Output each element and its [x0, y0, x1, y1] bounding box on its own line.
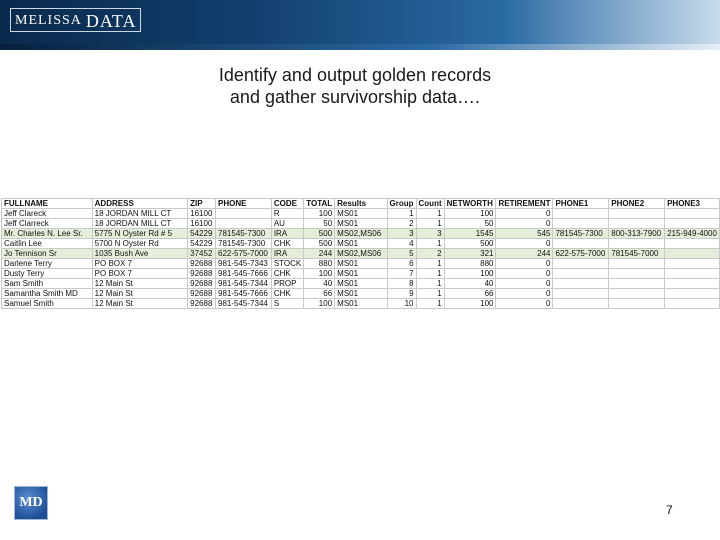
- table-cell: Sam Smith: [2, 279, 93, 289]
- table-cell: 12 Main St: [92, 299, 187, 309]
- table-cell: [553, 289, 609, 299]
- table-cell: 622-575-7000: [553, 249, 609, 259]
- md-logo: [14, 486, 48, 520]
- logo-text-melissa: MELISSA: [15, 13, 82, 28]
- table-cell: STOCK: [271, 259, 303, 269]
- table-cell: 1: [416, 259, 444, 269]
- table-cell: MS01: [335, 299, 387, 309]
- table-cell: 50: [304, 219, 335, 229]
- table-cell: 0: [496, 219, 553, 229]
- table-cell: 4: [387, 239, 416, 249]
- table-cell: [665, 259, 720, 269]
- table-cell: 1: [416, 219, 444, 229]
- table-cell: MS02,MS06: [335, 229, 387, 239]
- table-cell: IRA: [271, 249, 303, 259]
- column-header: RETIREMENT: [496, 199, 553, 209]
- table-row: [2, 289, 720, 299]
- table-cell: 0: [496, 239, 553, 249]
- table-row: [2, 229, 720, 239]
- table-cell: Jeff Clareck: [2, 209, 93, 219]
- table-cell: 244: [304, 249, 335, 259]
- table-cell: [609, 279, 665, 289]
- table-cell: 1: [416, 289, 444, 299]
- table-cell: 100: [444, 209, 496, 219]
- table-cell: 2: [416, 249, 444, 259]
- table-cell: 1: [416, 269, 444, 279]
- table-cell: 3: [387, 229, 416, 239]
- table-cell: [216, 219, 272, 229]
- table-cell: 1: [416, 299, 444, 309]
- table-cell: 321: [444, 249, 496, 259]
- table-row: [2, 279, 720, 289]
- table-cell: Jeff Clarreck: [2, 219, 93, 229]
- table-cell: [553, 219, 609, 229]
- table-cell: 92688: [188, 269, 216, 279]
- table-cell: CHK: [271, 269, 303, 279]
- table-row: [2, 259, 720, 269]
- table-cell: 5700 N Oyster Rd: [92, 239, 187, 249]
- table-cell: 40: [304, 279, 335, 289]
- column-header: FULLNAME: [2, 199, 93, 209]
- table-cell: 880: [444, 259, 496, 269]
- heading-line-1: Identify and output golden records: [218, 65, 492, 85]
- table-cell: 2: [387, 219, 416, 229]
- table-cell: MS01: [335, 239, 387, 249]
- table-cell: 50: [444, 219, 496, 229]
- column-header: PHONE: [216, 199, 272, 209]
- column-header: Count: [416, 199, 444, 209]
- table-cell: 100: [304, 209, 335, 219]
- table-cell: [553, 209, 609, 219]
- table-cell: 16100: [188, 209, 216, 219]
- table-cell: 981-545-7343: [216, 259, 272, 269]
- table-cell: [553, 239, 609, 249]
- table-cell: [665, 289, 720, 299]
- page-number: 7: [666, 503, 673, 517]
- table-row: [2, 299, 720, 309]
- table-cell: 0: [496, 259, 553, 269]
- table-cell: 5775 N Oyster Rd # 5: [92, 229, 187, 239]
- table-cell: 10: [387, 299, 416, 309]
- table-cell: 1: [416, 209, 444, 219]
- md-logo-text: MD: [19, 495, 43, 510]
- table-cell: Samantha Smith MD: [2, 289, 93, 299]
- slide-heading: [0, 64, 710, 108]
- table-cell: 100: [444, 299, 496, 309]
- table-cell: 1: [387, 209, 416, 219]
- table-cell: Mr. Charles N. Lee Sr.: [2, 229, 93, 239]
- table-cell: 781545-7300: [216, 229, 272, 239]
- table-cell: [216, 209, 272, 219]
- table-cell: 54229: [188, 229, 216, 239]
- table-cell: MS01: [335, 279, 387, 289]
- table-cell: 100: [304, 299, 335, 309]
- table-cell: 92688: [188, 289, 216, 299]
- table-cell: 500: [304, 239, 335, 249]
- table-cell: 9: [387, 289, 416, 299]
- table-cell: 500: [444, 239, 496, 249]
- table-cell: 500: [304, 229, 335, 239]
- table-cell: 0: [496, 209, 553, 219]
- table-cell: [665, 219, 720, 229]
- table-cell: [665, 239, 720, 249]
- table-cell: MS01: [335, 209, 387, 219]
- table-cell: 981-545-7344: [216, 279, 272, 289]
- table-cell: 1: [416, 239, 444, 249]
- table-cell: 880: [304, 259, 335, 269]
- column-header: TOTAL: [304, 199, 335, 209]
- table-cell: 0: [496, 289, 553, 299]
- column-header: PHONE1: [553, 199, 609, 209]
- table-cell: Darlene Terry: [2, 259, 93, 269]
- table-cell: [609, 269, 665, 279]
- table-cell: IRA: [271, 229, 303, 239]
- table-cell: 3: [416, 229, 444, 239]
- golden-records-table: [1, 198, 720, 309]
- table-row: [2, 219, 720, 229]
- table-cell: S: [271, 299, 303, 309]
- table-cell: [665, 279, 720, 289]
- table-cell: 800-313-7900: [609, 229, 665, 239]
- table-cell: 1545: [444, 229, 496, 239]
- header-divider: [0, 44, 720, 50]
- table-cell: 545: [496, 229, 553, 239]
- table-cell: PO BOX 7: [92, 259, 187, 269]
- table-cell: MS01: [335, 289, 387, 299]
- table-cell: 18 JORDAN MILL CT: [92, 219, 187, 229]
- table-cell: PO BOX 7: [92, 269, 187, 279]
- table-cell: 244: [496, 249, 553, 259]
- table-cell: 66: [444, 289, 496, 299]
- table-cell: [553, 269, 609, 279]
- table-cell: [665, 249, 720, 259]
- table-cell: 40: [444, 279, 496, 289]
- column-header: ADDRESS: [92, 199, 187, 209]
- table-cell: 981-545-7666: [216, 269, 272, 279]
- table-cell: [609, 299, 665, 309]
- table-cell: CHK: [271, 289, 303, 299]
- table-cell: 6: [387, 259, 416, 269]
- column-header: NETWORTH: [444, 199, 496, 209]
- logo-text-data: DATA: [85, 11, 137, 31]
- table-cell: 12 Main St: [92, 289, 187, 299]
- table-cell: CHK: [271, 239, 303, 249]
- table-cell: [609, 219, 665, 229]
- table-cell: 37452: [188, 249, 216, 259]
- table-cell: 12 Main St: [92, 279, 187, 289]
- column-header: PHONE3: [665, 199, 720, 209]
- table-cell: [609, 239, 665, 249]
- table-cell: 92688: [188, 299, 216, 309]
- column-header: ZIP: [188, 199, 216, 209]
- table-cell: AU: [271, 219, 303, 229]
- table-cell: MS01: [335, 219, 387, 229]
- table-cell: 1: [416, 279, 444, 289]
- table-cell: 622-575-7000: [216, 249, 272, 259]
- table-cell: 8: [387, 279, 416, 289]
- table-row: [2, 269, 720, 279]
- table-row: [2, 239, 720, 249]
- table-cell: 18 JORDAN MILL CT: [92, 209, 187, 219]
- table-cell: 66: [304, 289, 335, 299]
- table-cell: 981-545-7666: [216, 289, 272, 299]
- table-cell: 100: [444, 269, 496, 279]
- table-row: [2, 209, 720, 219]
- table-cell: Samuel Smith: [2, 299, 93, 309]
- table-cell: 981-545-7344: [216, 299, 272, 309]
- table-cell: MS01: [335, 259, 387, 269]
- table-cell: R: [271, 209, 303, 219]
- table-cell: [665, 269, 720, 279]
- table-cell: [609, 209, 665, 219]
- table-header-row: [2, 199, 720, 209]
- table-cell: 0: [496, 269, 553, 279]
- column-header: CODE: [271, 199, 303, 209]
- table-cell: [553, 299, 609, 309]
- table-cell: Caitlin Lee: [2, 239, 93, 249]
- table-row: [2, 249, 720, 259]
- table-cell: 5: [387, 249, 416, 259]
- table-cell: [553, 279, 609, 289]
- table-cell: [609, 289, 665, 299]
- table-cell: 7: [387, 269, 416, 279]
- table-cell: [665, 299, 720, 309]
- table-cell: 92688: [188, 279, 216, 289]
- table-cell: 0: [496, 299, 553, 309]
- heading-line-2: and gather survivorship data….: [229, 87, 481, 107]
- table-cell: 54229: [188, 239, 216, 249]
- table-cell: MS02,MS06: [335, 249, 387, 259]
- table-cell: [553, 259, 609, 269]
- table-cell: 100: [304, 269, 335, 279]
- table-cell: Dusty Terry: [2, 269, 93, 279]
- melissa-data-logo: [10, 8, 141, 32]
- column-header: Results: [335, 199, 387, 209]
- table-cell: 781545-7300: [553, 229, 609, 239]
- table-cell: 16100: [188, 219, 216, 229]
- table-cell: 0: [496, 279, 553, 289]
- table-cell: Jo Tennison Sr: [2, 249, 93, 259]
- column-header: PHONE2: [609, 199, 665, 209]
- column-header: Group: [387, 199, 416, 209]
- table-cell: MS01: [335, 269, 387, 279]
- table-cell: 215-949-4000: [665, 229, 720, 239]
- table-cell: [665, 209, 720, 219]
- table-cell: 781545-7300: [216, 239, 272, 249]
- table-cell: 781545-7000: [609, 249, 665, 259]
- table-cell: 92688: [188, 259, 216, 269]
- table-cell: [609, 259, 665, 269]
- table-cell: PROP: [271, 279, 303, 289]
- table-cell: 1035 Bush Ave: [92, 249, 187, 259]
